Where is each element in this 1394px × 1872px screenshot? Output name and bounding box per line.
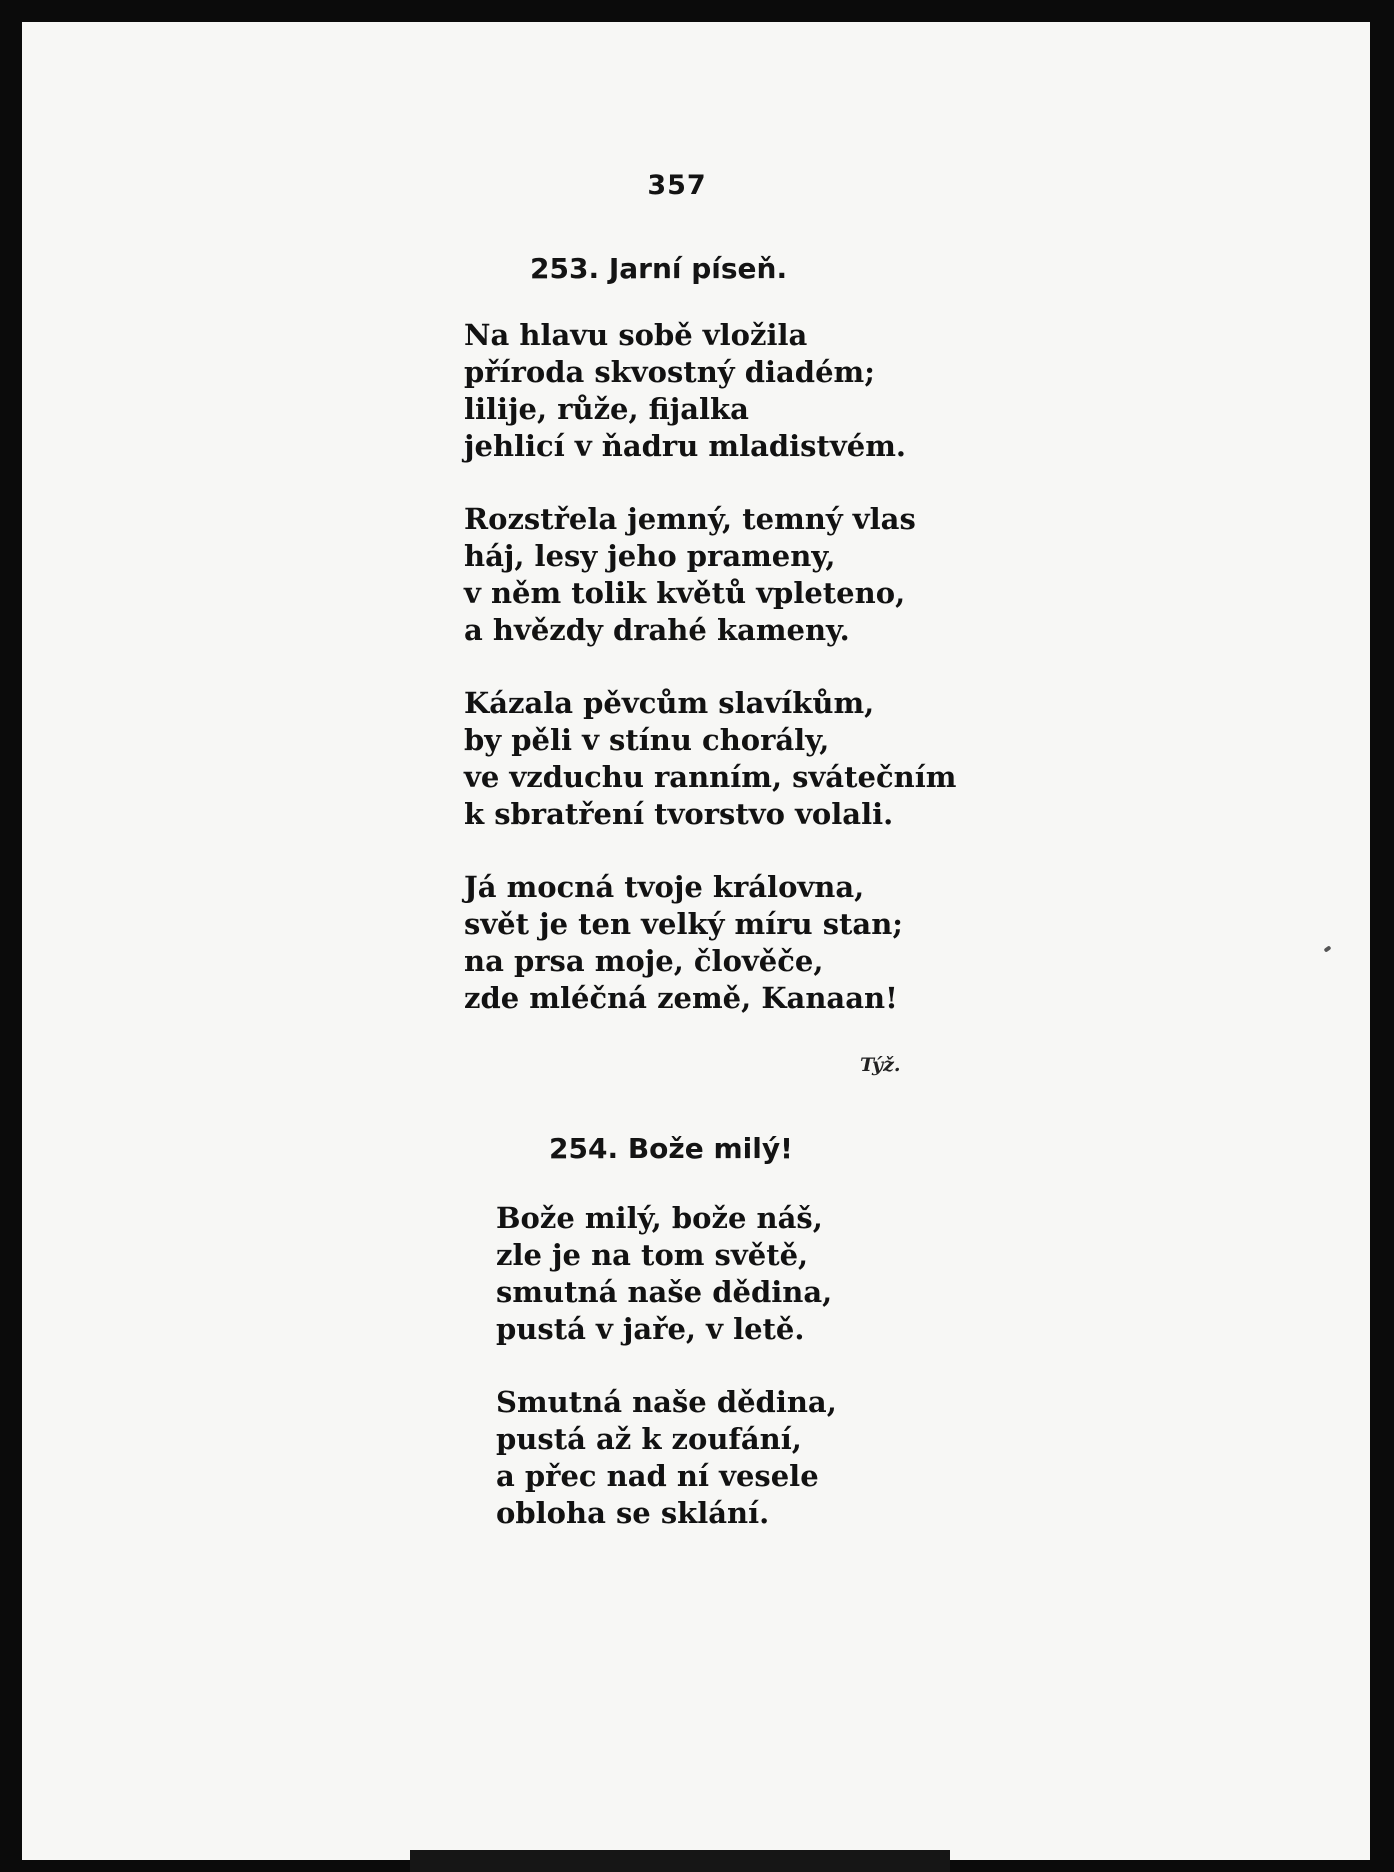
poem-line: a přec nad ní vesele: [496, 1459, 819, 1493]
poem-line: svět je ten velký míru stan;: [464, 907, 904, 941]
stanza: [464, 685, 956, 833]
poem-line: zle je na tom světě,: [496, 1238, 809, 1272]
poem-line: Rozstřela jemný, temný vlas: [464, 502, 916, 536]
poem-line: lilije, růže, fijalka: [464, 392, 749, 426]
poem-line: příroda skvostný diadém;: [464, 355, 875, 389]
scan-edge-shadow: [410, 1850, 950, 1872]
ink-speck: [1323, 945, 1331, 952]
poem-line: obloha se sklání.: [496, 1496, 770, 1530]
poem-line: by pěli v stínu chorály,: [464, 723, 830, 757]
poem-line: háj, lesy jeho prameny,: [464, 539, 836, 573]
poem-line: na prsa moje, člověče,: [464, 944, 824, 978]
page-number: 357: [647, 170, 707, 201]
poem-line: Bože milý, bože náš,: [496, 1201, 823, 1235]
poem-line: Smutná naše dědina,: [496, 1385, 837, 1419]
poem-line: Na hlavu sobě vložila: [464, 318, 808, 352]
poem-line: a hvězdy drahé kameny.: [464, 613, 850, 647]
stanza: [464, 317, 956, 465]
poem-line: pustá až k zoufání,: [496, 1422, 802, 1456]
poem-line: Já mocná tvoje královna,: [464, 870, 865, 904]
poem-line: zde mléčná země, Kanaan!: [464, 981, 898, 1015]
poem-line: smutná naše dědina,: [496, 1275, 833, 1309]
stanza: [464, 869, 956, 1017]
poem-line: Kázala pěvcům slavíkům,: [464, 686, 875, 720]
stanza: [496, 1200, 837, 1348]
poem-253-heading: 253. Jarní píseň.: [530, 252, 788, 285]
poem-line: k sbratření tvorstvo volali.: [464, 797, 894, 831]
poem-line: jehlicí v ňadru mladistvém.: [464, 429, 906, 463]
poem-line: pustá v jaře, v letě.: [496, 1312, 805, 1346]
book-page: [22, 22, 1370, 1860]
poem-254-heading: 254. Bože milý!: [549, 1132, 793, 1165]
stanza: [496, 1384, 837, 1532]
stanza: [464, 501, 956, 649]
poem-line: ve vzduchu ranním, svátečním: [464, 760, 957, 794]
poem-line: v něm tolik květů vpleteno,: [464, 576, 906, 610]
poem-253-author: Týž.: [860, 1054, 901, 1076]
poem-254-body: [496, 1200, 837, 1568]
poem-253-body: [464, 317, 956, 1053]
